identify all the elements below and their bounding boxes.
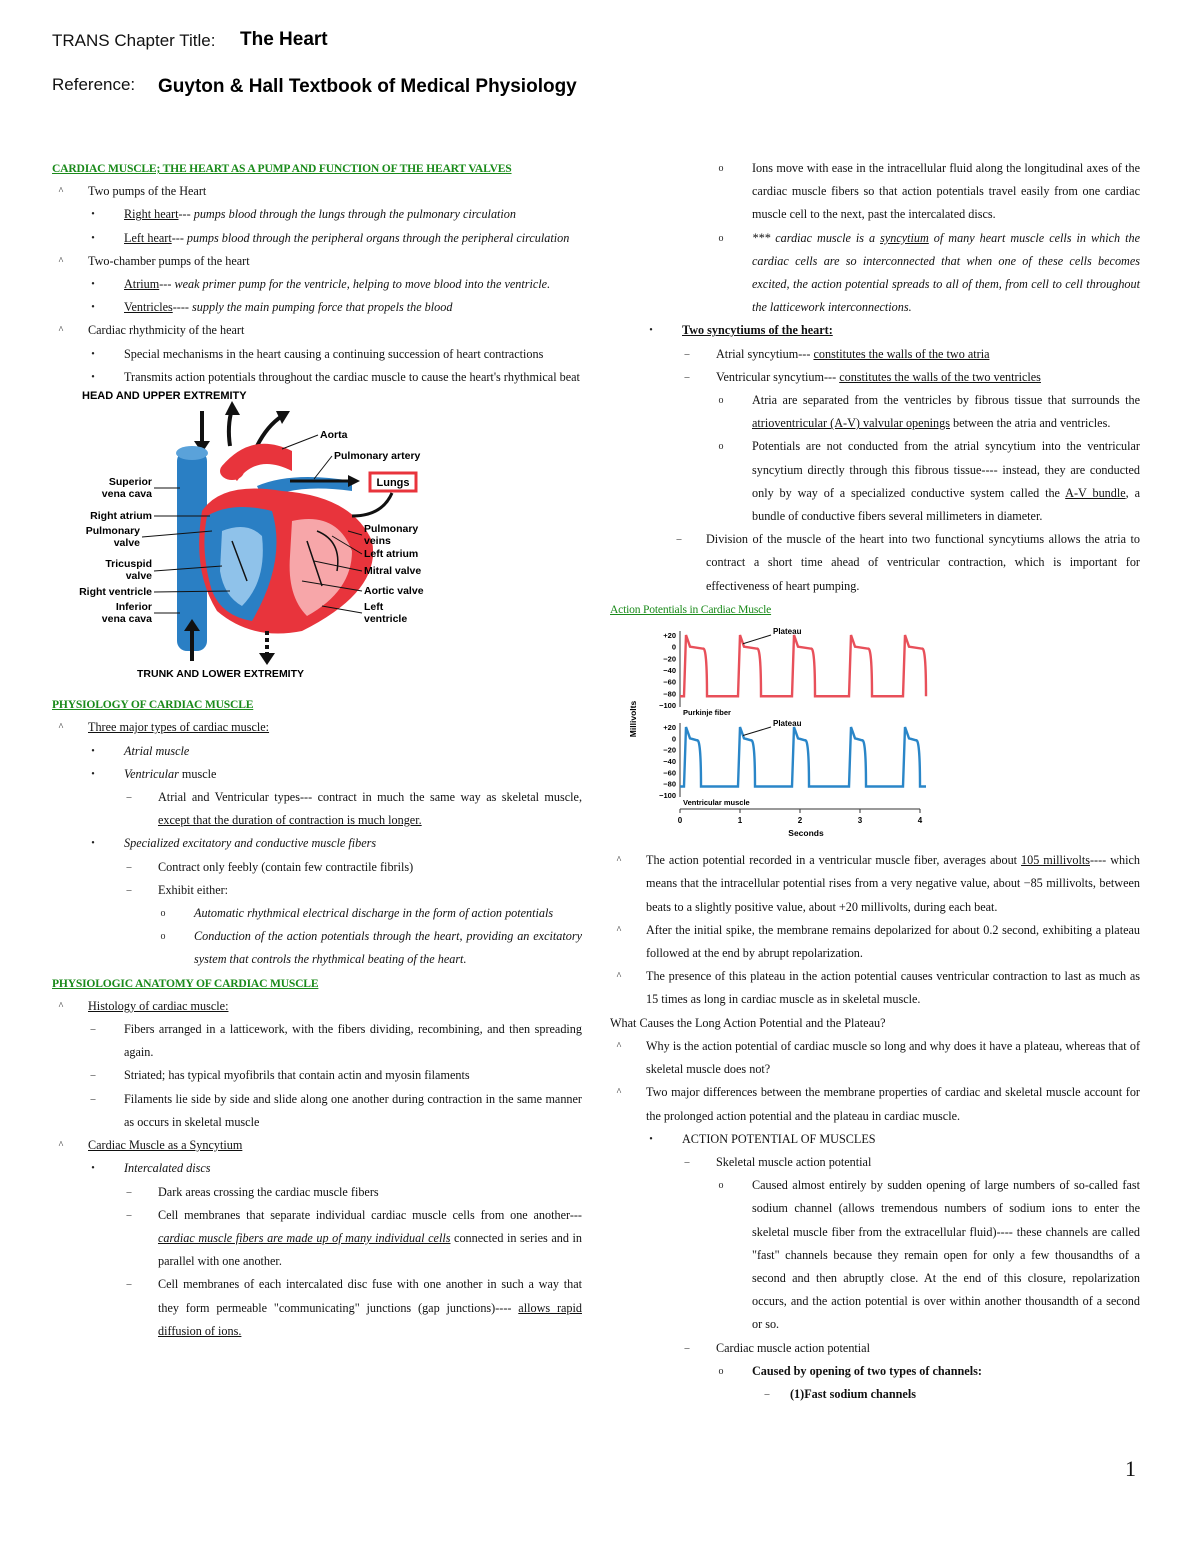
y-tick-label: −80 <box>663 779 676 789</box>
label-ventricle: ventricle <box>364 613 408 626</box>
y-tick-label: −100 <box>659 701 676 711</box>
item-text: Two syncytiums of the heart: <box>682 323 833 338</box>
list-item <box>610 435 1140 528</box>
item-text-underlined: syncytium <box>880 230 929 245</box>
list-item <box>52 296 582 319</box>
item-text: Filaments lie side by side and slide along one another during contraction in the same manner as occurs in skeletal muscle <box>124 1091 582 1129</box>
item-text: Potentials are not conducted from the atrial syncytium into the ventricular syncytium directly through this fibrous tissue---- instead, they are conducted only by way of a specialized conductive system called the <box>752 439 1140 500</box>
list-item <box>52 925 582 971</box>
item-text: of many heart muscle cells in which the cardiac cells are so interconnected that when one of these cells becomes excited, the action potential spreads to all of them, from cell to cell throughout the latticework interconnections. <box>752 230 1140 315</box>
circle-bullet-icon: o <box>718 232 724 244</box>
y-tick-label: −40 <box>663 757 676 767</box>
section-title: PHYSIOLOGIC ANATOMY OF CARDIAC MUSCLE <box>52 976 319 990</box>
item-text: Ventricular syncytium--- <box>716 369 840 384</box>
plateau-label: Plateau <box>773 627 802 637</box>
dot-bullet-icon: • <box>91 768 95 780</box>
list-item <box>52 1018 582 1064</box>
dash-bullet-icon: – <box>126 861 132 873</box>
label-aortic-valve: Aortic valve <box>364 585 424 598</box>
item-text: Atrial and Ventricular types--- contract in much the same way as skeletal muscle, <box>158 790 582 805</box>
list-item <box>610 1081 1140 1127</box>
list-item <box>52 180 582 203</box>
dash-bullet-icon: – <box>90 1070 96 1082</box>
list-item <box>610 1360 1140 1383</box>
item-text: Why is the action potential of cardiac muscle so long and why does it have a plateau, whereas that of skeletal muscle does not? <box>646 1038 1140 1077</box>
label-pulmonary-veins-2: veins <box>364 535 391 548</box>
item-text: Caused by opening of two types of channels: <box>752 1363 982 1378</box>
list-item <box>610 1035 1140 1081</box>
chapter-label: TRANS Chapter Title: <box>52 31 216 50</box>
reference-label: Reference: <box>52 75 136 94</box>
y-tick-label: 0 <box>671 642 676 652</box>
label-superior: Superior <box>108 476 152 489</box>
item-text: Caused almost entirely by sudden opening of large numbers of so-called fast sodium channel (allows tremendous numbers of sodium ions to enter the skeletal muscle fiber from the extracellular fluid)---- these channels are called "fast" channels because they remain open for only a few thousandths of a second and then abruptly close. At the end of this closure, repolarization occurs, and the action potential is over within another thousandth of a second or so. <box>752 1178 1140 1332</box>
list-item <box>610 1174 1140 1336</box>
dot-bullet-icon: • <box>91 232 95 244</box>
circle-bullet-icon: o <box>718 1180 724 1192</box>
dash-bullet-icon: – <box>126 792 132 804</box>
dot-bullet-icon: • <box>91 745 95 757</box>
y-tick-label: −80 <box>663 689 676 699</box>
y-tick-label: −100 <box>659 791 676 801</box>
label-pulmonary-veins-1: Pulmonary <box>364 523 419 536</box>
label-pulmonary-artery: Pulmonary artery <box>334 450 421 463</box>
list-item <box>610 227 1140 320</box>
y-tick-label: +20 <box>663 723 676 733</box>
label-inferior: Inferior <box>115 601 152 614</box>
y-tick-label: −60 <box>663 677 676 687</box>
item-text: Transmits action potentials throughout the cardiac muscle to cause the heart's rhythmical beat <box>124 369 580 384</box>
list-item <box>52 1134 582 1157</box>
dot-bullet-icon: • <box>649 325 653 337</box>
list-item <box>610 919 1140 965</box>
item-text: Atrial syncytium--- <box>716 346 814 361</box>
term: Left heart <box>124 230 172 245</box>
figure-top-label: HEAD AND UPPER EXTREMITY <box>82 391 247 403</box>
arrow-bullet-icon: ^ <box>616 855 622 867</box>
item-text-underlined: cardiac muscle fibers are made up of many individual cells <box>158 1230 451 1245</box>
series-line <box>680 635 926 696</box>
item-text-underlined: except that the duration of contraction is much longer. <box>158 813 422 828</box>
list-item <box>610 389 1140 435</box>
arrow-bullet-icon: ^ <box>58 722 64 734</box>
dash-bullet-icon: – <box>676 534 682 546</box>
item-text-underlined: constitutes the walls of the two atria <box>813 346 990 361</box>
label-aorta: Aorta <box>320 429 348 442</box>
list-item <box>610 1383 1140 1406</box>
item-text: --- weak primer pump for the ventricle, helping to move blood into the ventricle. <box>159 277 551 292</box>
y-tick-label: +20 <box>663 631 676 641</box>
list-item <box>52 786 582 832</box>
item-text: connected in series and in parallel with one another. <box>158 1230 582 1269</box>
list-item <box>52 902 582 925</box>
y-tick-label: −40 <box>663 666 676 676</box>
item-text: Atria are separated from the ventricles by fibrous tissue that surrounds the <box>752 393 1140 408</box>
plateau-label: Plateau <box>773 719 802 729</box>
item-text: between the atria and ventricles. <box>949 416 1111 431</box>
x-tick-label: 3 <box>857 816 863 826</box>
x-tick-label: 2 <box>797 816 803 826</box>
item-text: Specialized excitatory and conductive muscle fibers <box>124 836 377 851</box>
plateau-pointer <box>743 635 771 644</box>
item-text: Atrial muscle <box>124 743 190 758</box>
dot-bullet-icon: • <box>91 838 95 850</box>
item-text: Dark areas crossing the cardiac muscle fibers <box>158 1184 379 1199</box>
arrow-bullet-icon: ^ <box>58 325 64 337</box>
figure-bottom-label: TRUNK AND LOWER EXTREMITY <box>137 668 305 681</box>
arrow-bullet-icon: ^ <box>58 186 64 198</box>
item-text: Ions move with ease in the intracellular fluid along the longitudinal axes of the cardiac muscle fibers so that action potentials travel easily from one cardiac muscle cell to the next, past the intercalated discs. <box>752 161 1140 222</box>
item-text: muscle <box>178 766 217 781</box>
dash-bullet-icon: – <box>764 1388 770 1400</box>
list-item <box>52 740 582 763</box>
item-text: --- pumps blood through the peripheral organs through the peripheral circulation <box>171 230 570 245</box>
lungs-label: Lungs <box>376 477 410 490</box>
dot-bullet-icon: • <box>91 279 95 291</box>
y-axis-label: Millivolts <box>628 700 638 738</box>
label-tricuspid: Tricuspid <box>105 558 152 571</box>
list-item <box>52 343 582 366</box>
list-item <box>52 250 582 273</box>
item-text: Intercalated discs <box>124 1161 211 1176</box>
list-item <box>52 366 582 389</box>
label-vena-cava: vena cava <box>101 488 152 501</box>
list-item <box>52 1181 582 1204</box>
arrow-bullet-icon: ^ <box>616 924 622 936</box>
series-line <box>680 727 926 787</box>
x-tick-label: 0 <box>677 816 683 826</box>
item-text: Division of the muscle of the heart into two functional syncytiums allows the atria to contract a short time ahead of ventricular contraction, which is important for effectiveness of heart pumping. <box>706 532 1140 593</box>
item-text: ---- supply the main pumping force that propels the blood <box>172 300 453 315</box>
label-right-atrium: Right atrium <box>90 510 152 523</box>
y-tick-label: 0 <box>671 734 676 744</box>
list-item <box>52 319 582 342</box>
list-item <box>610 366 1140 389</box>
section-title: PHYSIOLOGY OF CARDIAC MUSCLE <box>52 698 254 712</box>
item-text: ACTION POTENTIAL OF MUSCLES <box>682 1131 876 1146</box>
list-item <box>610 965 1140 1011</box>
item-text: Two-chamber pumps of the heart <box>88 253 250 268</box>
item-text: The presence of this plateau in the action potential causes ventricular contraction to last as much as 15 times as long in cardiac muscle as in skeletal muscle. <box>646 969 1140 1007</box>
x-tick-label: 4 <box>917 816 923 826</box>
action-potential-svg <box>610 627 940 839</box>
y-tick-label: −20 <box>663 745 676 755</box>
series-name: Purkinje fiber <box>683 708 731 718</box>
item-text: ---- which means that the intracellular potential rises from a very negative value, about −85 millivolts, between beats to a slightly positive value, about +20 millivolts, during each beat. <box>646 853 1140 914</box>
item-text: Conduction of the action potentials through the heart, providing an excitatory system that controls the rhythmical beating of the heart. <box>194 929 582 967</box>
item-text-underlined: A-V bundle <box>1065 485 1126 500</box>
item-text: Three major types of cardiac muscle: <box>88 720 270 735</box>
list-item <box>610 1337 1140 1360</box>
list-item <box>52 763 582 786</box>
arrow-bullet-icon: ^ <box>616 1087 622 1099</box>
list-item <box>610 343 1140 366</box>
dot-bullet-icon: • <box>91 302 95 314</box>
item-text: *** cardiac muscle is a <box>752 230 881 245</box>
action-potential-chart <box>610 627 1140 847</box>
right-column <box>610 157 1140 1406</box>
section-title: Action Potentials in Cardiac Muscle <box>610 602 772 616</box>
item-text: Cell membranes of each intercalated disc fuse with one another in such a way that they form permeable "communicating" junctions (gap junctions)---- <box>158 1277 582 1315</box>
item-text: --- pumps blood through the lungs through the pulmonary circulation <box>178 207 516 222</box>
x-axis-label: Seconds <box>788 828 824 839</box>
term: Right heart <box>124 207 179 222</box>
dot-bullet-icon: • <box>649 1133 653 1145</box>
arrow-bullet-icon: ^ <box>616 971 622 983</box>
label-left: Left <box>364 601 384 614</box>
dash-bullet-icon: – <box>126 1186 132 1198</box>
list-item <box>52 203 582 226</box>
item-text: (1) <box>790 1386 805 1401</box>
list-item <box>610 528 1140 598</box>
item-text: Special mechanisms in the heart causing a continuing succession of heart contractions <box>124 346 544 361</box>
list-item <box>52 1273 582 1343</box>
list-item <box>52 1088 582 1134</box>
left-column <box>52 157 582 1343</box>
item-text: Two pumps of the Heart <box>88 184 207 199</box>
x-tick-label: 1 <box>737 816 743 826</box>
list-item <box>52 879 582 902</box>
term: Ventricular <box>124 766 179 781</box>
chapter-title: The Heart <box>240 29 328 50</box>
circle-bullet-icon: o <box>718 1365 724 1377</box>
item-text-underlined: 105 millivolts <box>1021 853 1090 868</box>
circle-bullet-icon: o <box>160 908 166 920</box>
dash-bullet-icon: – <box>126 1209 132 1221</box>
item-text: Skeletal muscle action potential <box>716 1154 872 1169</box>
heart-diagram <box>52 391 452 681</box>
item-text-underlined: allows rapid diffusion of ions. <box>158 1300 582 1338</box>
dot-bullet-icon: • <box>91 209 95 221</box>
dot-bullet-icon: • <box>91 1163 95 1175</box>
heart-circulation-figure <box>52 391 582 689</box>
item-text: Exhibit either: <box>158 882 229 897</box>
list-item <box>52 1064 582 1087</box>
arrow-bullet-icon: ^ <box>58 1000 64 1012</box>
y-tick-label: −20 <box>663 654 676 664</box>
dash-bullet-icon: – <box>90 1024 96 1036</box>
dash-bullet-icon: – <box>684 1342 690 1354</box>
list-item <box>52 1204 582 1274</box>
item-text: Fast sodium channels <box>804 1386 916 1401</box>
circle-bullet-icon: o <box>718 163 724 174</box>
item-text: Histology of cardiac muscle: <box>88 998 229 1013</box>
dash-bullet-icon: – <box>684 348 690 360</box>
list-item <box>610 1128 1140 1151</box>
dash-bullet-icon: – <box>684 1156 690 1168</box>
label-right-ventricle: Right ventricle <box>79 586 152 599</box>
arrow-bullet-icon: ^ <box>58 255 64 267</box>
item-text: Cardiac Muscle as a Syncytium <box>88 1138 243 1153</box>
item-text-underlined: constitutes the walls of the two ventricles <box>839 369 1041 384</box>
item-text: The action potential recorded in a ventricular muscle fiber, averages about <box>646 853 1022 868</box>
list-item <box>52 1157 582 1180</box>
circle-bullet-icon: o <box>160 931 166 943</box>
item-text-underlined: atrioventricular (A-V) valvular openings <box>752 416 950 431</box>
dot-bullet-icon: • <box>91 348 95 360</box>
dash-bullet-icon: – <box>126 884 132 896</box>
label-pulmonary: Pulmonary <box>85 525 140 538</box>
item-text: Cardiac muscle action potential <box>716 1340 870 1355</box>
list-item <box>610 849 1140 919</box>
item-text: Striated; has typical myofibrils that contain actin and myosin filaments <box>124 1068 470 1083</box>
term: Ventricles <box>124 300 173 315</box>
y-tick-label: −60 <box>663 768 676 778</box>
label-left-atrium: Left atrium <box>364 548 419 561</box>
page-number: 1 <box>1125 1456 1136 1481</box>
dash-bullet-icon: – <box>684 371 690 383</box>
list-item <box>52 273 582 296</box>
circle-bullet-icon: o <box>718 441 724 453</box>
reference-value: Guyton & Hall Textbook of Medical Physiology <box>158 76 577 97</box>
dash-bullet-icon: – <box>90 1093 96 1105</box>
arrow-bullet-icon: ^ <box>58 1140 64 1152</box>
label-mitral-valve: Mitral valve <box>364 565 422 578</box>
list-item <box>610 1151 1140 1174</box>
label-valve: valve <box>113 537 140 550</box>
label-valve-2: valve <box>125 570 152 583</box>
term: Atrium <box>124 277 160 292</box>
list-item <box>52 856 582 879</box>
list-item <box>52 995 582 1018</box>
section-title: CARDIAC MUSCLE; THE HEART AS A PUMP AND FUNCTION OF THE HEART VALVES <box>52 162 512 175</box>
item-text: Two major differences between the membrane properties of cardiac and skeletal muscle account for the prolonged action potential and the plateau in cardiac muscle. <box>646 1085 1140 1123</box>
item-text: , a bundle of conductive fibers several millimeters in diameter. <box>752 485 1140 524</box>
arrow-bullet-icon: ^ <box>616 1040 622 1052</box>
list-item <box>610 319 1140 342</box>
list-item <box>52 716 582 739</box>
item-text: Contract only feebly (contain few contractile fibrils) <box>158 859 414 874</box>
series-name: Ventricular muscle <box>683 798 750 808</box>
list-item <box>52 832 582 855</box>
question-heading: What Causes the Long Action Potential and the Plateau? <box>610 1015 886 1030</box>
item-text: Cell membranes that separate individual cardiac muscle cells from one another--- <box>158 1207 582 1222</box>
item-text: Fibers arranged in a latticework, with the fibers dividing, recombining, and then spreading again. <box>124 1022 582 1060</box>
item-text: After the initial spike, the membrane remains depolarized for about 0.2 second, exhibiting a plateau followed at the end by abrupt repolarization. <box>646 922 1140 961</box>
list-item <box>610 157 1140 227</box>
item-text: Automatic rhythmical electrical discharge in the form of action potentials <box>194 906 554 921</box>
dot-bullet-icon: • <box>91 371 95 383</box>
item-text: Cardiac rhythmicity of the heart <box>88 323 245 338</box>
dash-bullet-icon: – <box>126 1279 132 1291</box>
circle-bullet-icon: o <box>718 395 724 407</box>
label-vena-cava-2: vena cava <box>101 613 152 626</box>
list-item <box>52 227 582 250</box>
plateau-pointer <box>743 727 771 736</box>
